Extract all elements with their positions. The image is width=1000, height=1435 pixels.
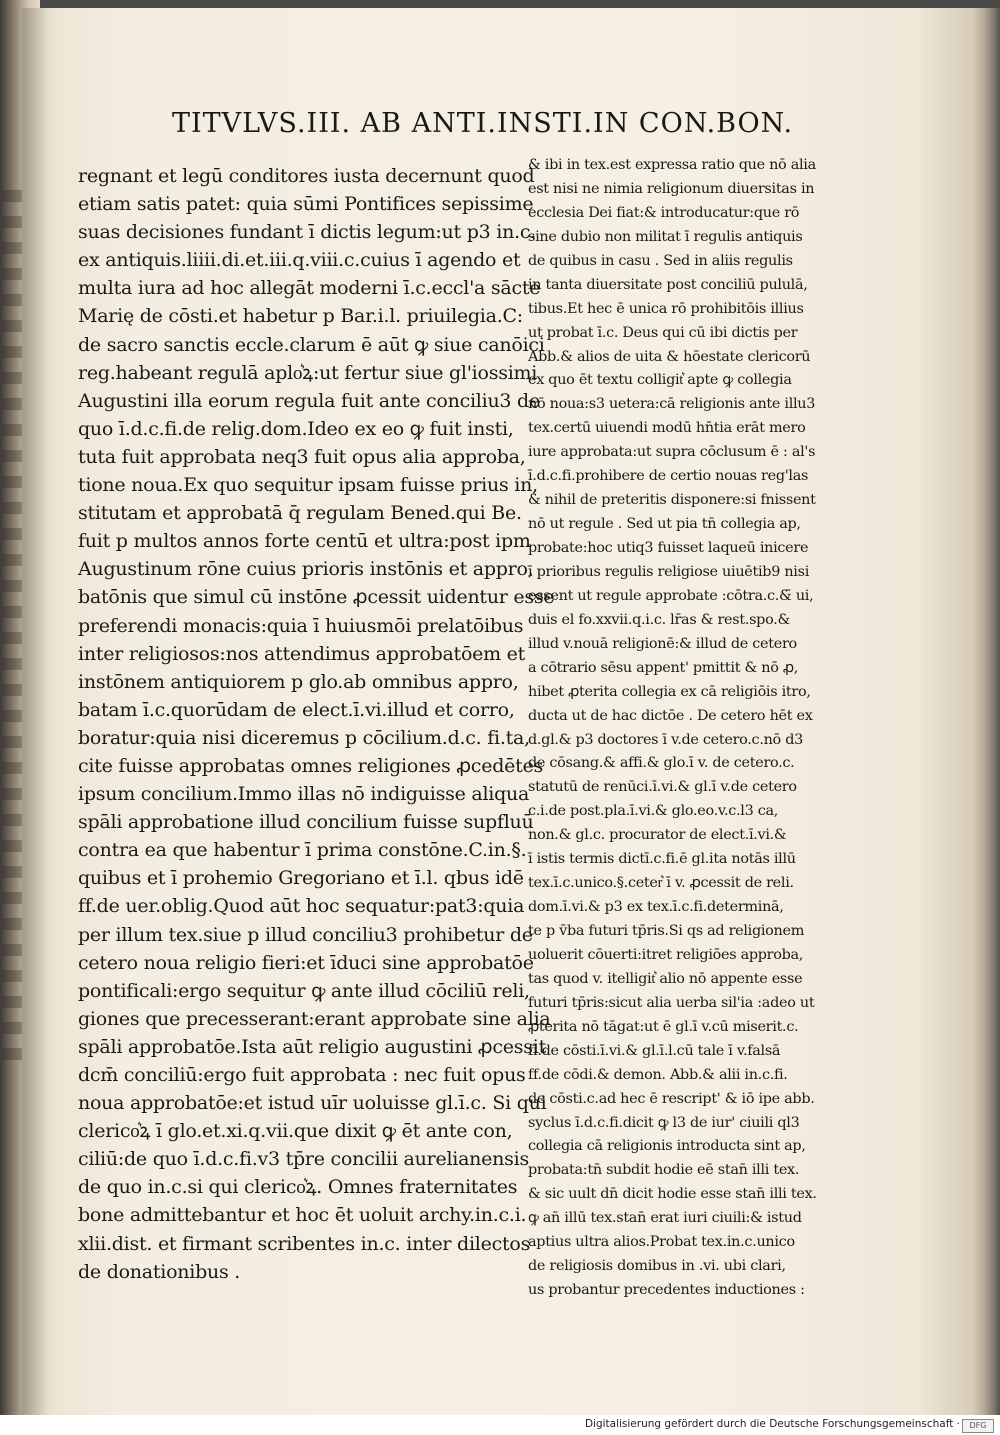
text-line: de quibus in casu . Sed in aliis regulis	[528, 252, 793, 269]
text-line: de sacro sanctis eccle.clarum ē aūt ꝙ siue canōici	[78, 333, 545, 356]
left-text-column	[78, 162, 555, 1286]
running-header: TITVLVS.III. AB ANTI.INSTI.IN CON.BON.	[172, 108, 794, 139]
text-line: contra ea que habentur ī prima constōne.C.in.§.	[78, 839, 527, 862]
text-line: ex quo ēt textu colligit͛ apte ꝙ collegia	[528, 372, 792, 389]
text-line: multa iura ad hoc allegāt moderni ī.c.eccl'a sācte	[78, 277, 541, 300]
text-line: ut probat ī.c. Deus qui cū ibi dictis per	[528, 324, 798, 341]
dfg-logo: DFG	[962, 1419, 994, 1433]
text-line: suas decisiones fundant ī dictis legum:ut p3 in.c.	[78, 221, 537, 244]
text-line: tuta fuit approbata neq3 fuit opus alia approba,	[78, 445, 526, 468]
text-line: batōnis que simul cū instōne ꝓcessit uidentur esse	[78, 586, 555, 609]
text-line: cetero noua religio fieri:et īduci sine approbatōe	[78, 951, 534, 974]
page-edge-right	[972, 8, 1000, 1415]
digitization-footer	[0, 1415, 1000, 1435]
text-line: non.& gl.c. procurator de elect.ī.vi.&	[528, 827, 787, 844]
text-line: ex antiquis.liiii.di.et.iii.q.viii.c.cuius ī agendo et	[78, 249, 521, 272]
text-line: ī.d.c.fi.prohibere de certio nouas reg'las	[528, 468, 809, 485]
text-line: Abb.& alios de uita & hōestate clericorū	[528, 348, 811, 365]
text-line: etiam satis patet: quia sūmi Pontifices sepissime	[78, 193, 534, 216]
text-line: us probantur precedentes inductiones :	[528, 1282, 805, 1299]
text-line: uoluerit cōuerti:itret religiōes approba,	[528, 946, 804, 963]
text-line: syclus ī.d.c.fi.dicit ꝙ l3 de iur' ciuili ql3	[528, 1114, 800, 1131]
text-line: hibet ꝓterita collegia ex cā religiōis itro,	[528, 683, 811, 700]
text-line: Augustinum rōne cuius prioris instōnis et appro,	[78, 558, 534, 581]
text-line: iure approbata:ut supra cōclusum ē : al's	[528, 444, 816, 461]
text-line: spāli approbatōe.Ista aūt religio augustini ꝓcessit	[78, 1035, 546, 1058]
text-line: aptius ultra alios.Probat tex.in.c.unico	[528, 1234, 795, 1251]
text-line: collegia cā religionis introducta sint ap,	[528, 1138, 806, 1155]
text-line: est nisi ne nimia religionum diuersitas in	[528, 180, 815, 197]
text-line: de cōsti.c.ad hec ē rescript' & iō ipe abb.	[528, 1090, 815, 1107]
text-line: ciliū:de quo ī.d.c.fi.v3 tp̄re concilii aurelianensis	[78, 1148, 529, 1171]
text-line: futuri tp̄ris:sicut alia uerba sil'ia :adeo ut	[528, 994, 815, 1011]
text-line: ipsum concilium.Immo illas nō indiguisse aliqua	[78, 783, 530, 806]
text-line: tibus.Et hec ē unica rō prohibitōis illius	[528, 300, 804, 317]
text-line: quo ī.d.c.fi.de relig.dom.Ideo ex eo ꝙ fuit insti,	[78, 417, 514, 440]
text-line: dom.ī.vi.& p3 ex tex.ī.c.fi.determinā,	[528, 899, 784, 916]
text-line: tex.certū uiuendi modū hn̄tia erāt mero	[528, 420, 806, 437]
text-line: ꝙ an̄ illū tex.stan̄ erat iuri ciuili:& istud	[528, 1210, 802, 1227]
text-line: bone admittebantur et hoc ēt uoluit archy.in.c.i.	[78, 1204, 527, 1227]
text-line: & ibi in tex.est expressa ratio que nō alia	[528, 157, 816, 173]
text-line: ducta ut de hac dictōe . De cetero hēt ex	[528, 707, 813, 724]
text-line: boratur:quia nisi diceremus p cōcilium.d.c. fi.ta,	[78, 726, 530, 749]
text-line: clerico͛ꝝ ī glo.et.xi.q.vii.que dixit ꝙ ēt ante con,	[78, 1120, 513, 1143]
text-line: spāli approbatione illud concilium fuisse supfluū	[78, 811, 534, 834]
footer-credit: Digitalisierung gefördert durch die Deutsche Forschungsgemeinschaft ·	[584, 1418, 960, 1430]
text-line: nō ut regule . Sed ut pia tn̄ collegia ap,	[528, 516, 801, 533]
text-line: ff.de cōdi.& demon. Abb.& alii in.c.fi.	[528, 1066, 788, 1083]
text-line: reg.habeant regulā aplo͛ꝝ:ut fertur siue gl'iossimi	[78, 361, 538, 384]
text-line: dcm̄ conciliū:ergo fuit approbata : nec fuit opus	[78, 1064, 526, 1086]
text-line: & sic uult dn̄ dicit hodie esse stan̄ illi tex.	[528, 1186, 817, 1203]
text-line: ī istis termis dictī.c.fi.ē gl.ita notās illū	[528, 851, 796, 868]
text-line: preferendi monacis:quia ī huiusmōi prelatōibus	[78, 614, 524, 637]
text-line: de cōsang.& affi.& glo.ī v. de cetero.c.	[528, 755, 795, 772]
text-line: essent ut regule approbate :cōtra.c.&̄ ui,	[528, 587, 814, 604]
text-line: & nihil de preteritis disponere:si fnissent	[528, 492, 816, 509]
right-text-column	[528, 154, 817, 1303]
text-line: sine dubio non militat ī regulis antiquis	[528, 228, 803, 245]
text-line: Marię de cōsti.et habetur p Bar.i.l. priuilegia.C:	[78, 305, 523, 328]
text-line: batam ī.c.quorūdam de elect.ī.vi.illud et corro,	[78, 698, 515, 721]
text-line: duis el fo.xxvii.q.i.c. lr̄as & rest.spo.&	[528, 611, 790, 628]
text-line: ff.de uer.oblig.Quod aūt hoc sequatur:pat3:quia	[78, 895, 525, 918]
text-line: de donationibus .	[78, 1260, 241, 1283]
text-line: tione noua.Ex quo sequitur ipsam fuisse prius in,	[78, 474, 538, 497]
text-line: fi.de cōsti.ī.vi.& gl.ī.l.cū tale ī v.falsā	[528, 1042, 781, 1059]
text-line: xlii.dist. et firmant scribentes in.c. inter dilectos	[78, 1232, 531, 1255]
text-line: quibus et ī prohemio Gregoriano et ī.l. qbus idē	[78, 867, 524, 890]
text-line: ī prioribus regulis religiose uiuētib9 nisi	[528, 563, 809, 580]
text-line: noua approbatōe:et istud uīr uoluisse gl.ī.c. Si qui	[78, 1092, 547, 1115]
text-line: de quo in.c.si qui clerico͛ꝝ. Omnes fraternitates	[78, 1176, 518, 1199]
text-line: Augustini illa eorum regula fuit ante conciliu3 de	[78, 389, 540, 412]
text-line: ecclesia Dei fiat:& introducatur:que rō	[528, 204, 800, 221]
text-line: probata:tn̄ subdit hodie eē stan̄ illi tex.	[528, 1162, 800, 1179]
text-line: ꝓterita nō tāgat:ut ē gl.ī v.cū miserit.c.	[528, 1018, 799, 1035]
text-line: a cōtrario sēsu appent' pmittit & nō ꝓ,	[528, 659, 798, 676]
text-line: tas quod v. itelligit͛ alio nō appente esse	[528, 970, 803, 987]
text-line: per illum tex.siue p illud conciliu3 prohibetur de	[78, 923, 533, 946]
text-line: te p v̄ba futuri tp̄ris.Si qs ad religionem	[528, 923, 805, 939]
text-line: regnant et legū conditores iusta decernunt quod	[78, 165, 535, 187]
text-line: nō noua:s3 uetera:cā religionis ante illu3	[528, 396, 816, 413]
text-line: instōnem antiquiorem p glo.ab omnibus appro,	[78, 670, 519, 693]
text-line: in tanta diuersitate post conciliū pululā,	[528, 276, 808, 293]
text-line: inter religiosos:nos attendimus approbatōem et	[78, 642, 526, 665]
text-line: fuit p multos annos forte centū et ultra:post ipm	[78, 530, 531, 553]
text-line: giones que precesserant:erant approbate sine alia	[78, 1007, 551, 1030]
text-line: c.i.de post.pla.ī.vi.& glo.eo.v.c.l3 ca,	[528, 803, 779, 820]
text-line: probate:hoc utiq3 fuisset laqueū inicere	[528, 540, 809, 556]
text-line: illud v.nouā religionē:& illud de cetero	[528, 635, 797, 652]
text-line: pontificali:ergo sequitur ꝙ ante illud cōciliū reli,	[78, 979, 530, 1002]
text-line: de religiosis domibus in .vi. ubi clari,	[528, 1258, 786, 1275]
spine-shadow	[22, 8, 48, 1415]
text-line: stitutam et approbatā q̄ regulam Bened.qui Be.	[78, 502, 522, 525]
text-line: d.gl.& p3 doctores ī v.de cetero.c.nō d3	[528, 731, 803, 748]
text-line: statutū de renūci.ī.vi.& gl.ī v.de cetero	[528, 779, 797, 796]
text-line: cite fuisse approbatas omnes religiones ꝓcedētes	[78, 754, 543, 777]
text-line: tex.ī.c.unico.§.ceter͛ ī v. ꝓcessit de reli.	[528, 875, 794, 892]
